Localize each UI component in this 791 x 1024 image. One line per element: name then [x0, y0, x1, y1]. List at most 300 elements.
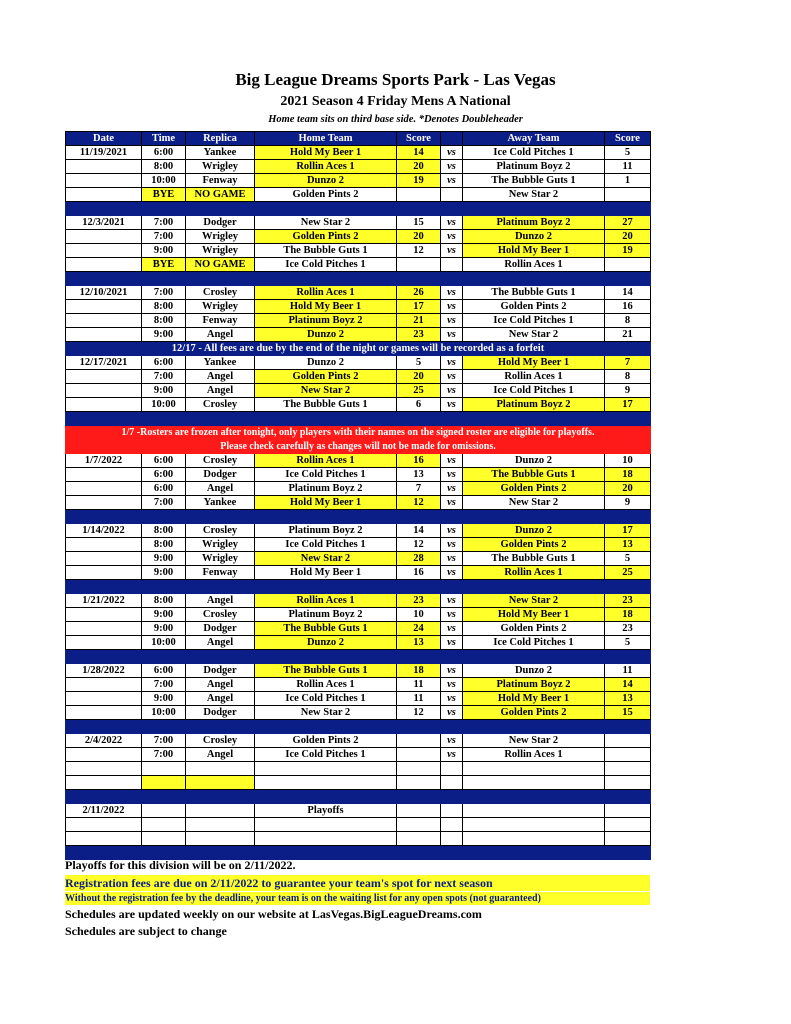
replica-cell: Dodger: [186, 706, 255, 720]
table-row: [66, 734, 651, 748]
time-cell: 7:00: [142, 748, 186, 762]
away-team-cell: Golden Pints 2: [463, 300, 605, 314]
away-team-cell: Golden Pints 2: [463, 482, 605, 496]
home-score-cell: [397, 818, 441, 832]
home-score-cell: 11: [397, 692, 441, 706]
time-cell: 10:00: [142, 174, 186, 188]
away-score-cell: 18: [605, 608, 651, 622]
home-team-cell: The Bubble Guts 1: [255, 622, 397, 636]
away-score-cell: 8: [605, 314, 651, 328]
away-score-cell: 9: [605, 384, 651, 398]
home-score-cell: 12: [397, 706, 441, 720]
time-cell: 7:00: [142, 496, 186, 510]
time-cell: 7:00: [142, 734, 186, 748]
home-team-cell: New Star 2: [255, 706, 397, 720]
vs-cell: vs: [441, 706, 463, 720]
separator-cell: [66, 412, 651, 426]
replica-cell: [186, 818, 255, 832]
separator-cell: [66, 272, 651, 286]
date-cell: [66, 776, 142, 790]
replica-cell: Crosley: [186, 524, 255, 538]
away-team-cell: Platinum Boyz 2: [463, 678, 605, 692]
replica-cell: Angel: [186, 748, 255, 762]
table-row: [66, 454, 651, 468]
table-row: [66, 174, 651, 188]
time-cell: 7:00: [142, 216, 186, 230]
home-team-cell: Ice Cold Pitches 1: [255, 692, 397, 706]
notice-banner: [66, 342, 651, 356]
home-score-cell: 24: [397, 622, 441, 636]
page-title: Big League Dreams Sports Park - Las Vegas: [235, 70, 556, 89]
vs-cell: vs: [441, 678, 463, 692]
away-score-cell: 14: [605, 286, 651, 300]
date-cell: [66, 370, 142, 384]
home-team-cell: Rollin Aces 1: [255, 594, 397, 608]
away-team-cell: New Star 2: [463, 594, 605, 608]
away-team-cell: [463, 776, 605, 790]
vs-cell: vs: [441, 398, 463, 412]
away-score-cell: 17: [605, 524, 651, 538]
time-cell: 6:00: [142, 146, 186, 160]
away-score-cell: 13: [605, 538, 651, 552]
replica-cell: Crosley: [186, 286, 255, 300]
vs-cell: vs: [441, 146, 463, 160]
home-score-cell: 12: [397, 496, 441, 510]
home-score-cell: [397, 762, 441, 776]
date-cell: 1/28/2022: [66, 664, 142, 678]
home-score-cell: 12: [397, 538, 441, 552]
away-score-cell: [605, 762, 651, 776]
date-cell: [66, 314, 142, 328]
replica-cell: NO GAME: [186, 188, 255, 202]
away-team-cell: New Star 2: [463, 188, 605, 202]
vs-cell: vs: [441, 356, 463, 370]
away-team-cell: Platinum Boyz 2: [463, 216, 605, 230]
time-cell: 6:00: [142, 468, 186, 482]
away-team-cell: New Star 2: [463, 734, 605, 748]
home-team-cell: Platinum Boyz 2: [255, 482, 397, 496]
date-cell: [66, 552, 142, 566]
date-cell: 12/3/2021: [66, 216, 142, 230]
away-team-cell: Ice Cold Pitches 1: [463, 384, 605, 398]
home-team-cell: Rollin Aces 1: [255, 286, 397, 300]
away-team-cell: Golden Pints 2: [463, 706, 605, 720]
home-score-cell: 23: [397, 328, 441, 342]
replica-cell: Angel: [186, 328, 255, 342]
date-cell: 2/4/2022: [66, 734, 142, 748]
table-row: [66, 286, 651, 300]
away-team-cell: The Bubble Guts 1: [463, 174, 605, 188]
time-cell: 10:00: [142, 706, 186, 720]
home-score-cell: 18: [397, 664, 441, 678]
home-team-note: Home team sits on third base side. *Denotes Doubleheader: [268, 114, 523, 125]
vs-cell: vs: [441, 636, 463, 650]
replica-cell: Fenway: [186, 314, 255, 328]
time-cell: [142, 762, 186, 776]
away-team-cell: Ice Cold Pitches 1: [463, 636, 605, 650]
home-score-cell: 16: [397, 454, 441, 468]
away-score-cell: 27: [605, 216, 651, 230]
vs-cell: vs: [441, 594, 463, 608]
time-cell: [142, 776, 186, 790]
away-team-cell: New Star 2: [463, 496, 605, 510]
separator-cell: [66, 650, 651, 664]
vs-cell: vs: [441, 692, 463, 706]
home-score-cell: 20: [397, 230, 441, 244]
col-vs: [441, 132, 463, 146]
home-score-cell: 14: [397, 146, 441, 160]
schedule-table: [65, 131, 651, 860]
table-row: [66, 748, 651, 762]
home-score-cell: 13: [397, 468, 441, 482]
waiting-list-note: Without the registration fee by the deadline, your team is on the waiting list for any open spots (not guaranteed): [65, 892, 650, 905]
time-cell: 8:00: [142, 538, 186, 552]
table-row: [66, 552, 651, 566]
time-cell: 9:00: [142, 622, 186, 636]
replica-cell: Crosley: [186, 398, 255, 412]
date-cell: [66, 188, 142, 202]
home-team-cell: Ice Cold Pitches 1: [255, 748, 397, 762]
home-score-cell: 16: [397, 566, 441, 580]
table-row: [66, 370, 651, 384]
home-team-cell: Playoffs: [255, 804, 397, 818]
home-team-cell: New Star 2: [255, 216, 397, 230]
away-team-cell: Dunzo 2: [463, 664, 605, 678]
vs-cell: vs: [441, 216, 463, 230]
home-score-cell: 11: [397, 678, 441, 692]
date-cell: [66, 482, 142, 496]
replica-cell: Wrigley: [186, 538, 255, 552]
time-cell: 9:00: [142, 328, 186, 342]
season-subtitle: 2021 Season 4 Friday Mens A National: [280, 94, 511, 109]
date-cell: [66, 608, 142, 622]
time-cell: 8:00: [142, 524, 186, 538]
time-cell: 7:00: [142, 370, 186, 384]
away-team-cell: Ice Cold Pitches 1: [463, 314, 605, 328]
away-score-cell: 8: [605, 370, 651, 384]
home-team-cell: Golden Pints 2: [255, 734, 397, 748]
schedule-body: [66, 146, 651, 860]
away-score-cell: 23: [605, 594, 651, 608]
date-cell: [66, 468, 142, 482]
home-team-cell: New Star 2: [255, 384, 397, 398]
table-row: [66, 524, 651, 538]
date-cell: [66, 328, 142, 342]
away-score-cell: 15: [605, 706, 651, 720]
separator-cell: [66, 510, 651, 524]
home-score-cell: [397, 832, 441, 846]
home-team-cell: Dunzo 2: [255, 356, 397, 370]
date-cell: [66, 566, 142, 580]
replica-cell: Crosley: [186, 734, 255, 748]
time-cell: [142, 804, 186, 818]
home-team-cell: [255, 776, 397, 790]
date-cell: [66, 818, 142, 832]
vs-cell: vs: [441, 230, 463, 244]
time-cell: 9:00: [142, 244, 186, 258]
date-cell: [66, 622, 142, 636]
home-team-cell: Hold My Beer 1: [255, 300, 397, 314]
vs-cell: vs: [441, 328, 463, 342]
notice-text: Please check carefully as changes will not be made for omissions.: [66, 440, 651, 454]
replica-cell: Dodger: [186, 664, 255, 678]
registration-note: Registration fees are due on 2/11/2022 to guarantee your team's spot for next season: [65, 875, 650, 891]
vs-cell: [441, 188, 463, 202]
away-team-cell: The Bubble Guts 1: [463, 286, 605, 300]
away-score-cell: 5: [605, 552, 651, 566]
away-score-cell: 23: [605, 622, 651, 636]
separator-cell: [66, 580, 651, 594]
time-cell: 9:00: [142, 608, 186, 622]
away-score-cell: 20: [605, 230, 651, 244]
time-cell: 7:00: [142, 230, 186, 244]
vs-cell: vs: [441, 370, 463, 384]
vs-cell: vs: [441, 174, 463, 188]
time-cell: 8:00: [142, 160, 186, 174]
replica-cell: Dodger: [186, 468, 255, 482]
home-team-cell: Hold My Beer 1: [255, 566, 397, 580]
away-score-cell: 25: [605, 566, 651, 580]
table-row: [66, 188, 651, 202]
home-score-cell: [397, 776, 441, 790]
home-score-cell: 7: [397, 482, 441, 496]
away-score-cell: 10: [605, 454, 651, 468]
away-score-cell: 17: [605, 398, 651, 412]
home-score-cell: 20: [397, 160, 441, 174]
vs-cell: vs: [441, 664, 463, 678]
replica-cell: Angel: [186, 594, 255, 608]
vs-cell: vs: [441, 244, 463, 258]
replica-cell: Angel: [186, 370, 255, 384]
notice-banner: [66, 440, 651, 454]
notice-text: 12/17 - All fees are due by the end of the night or games will be recorded as a forfeit: [66, 342, 651, 356]
time-cell: 9:00: [142, 692, 186, 706]
away-score-cell: [605, 804, 651, 818]
away-score-cell: [605, 258, 651, 272]
home-score-cell: 21: [397, 314, 441, 328]
away-team-cell: Dunzo 2: [463, 524, 605, 538]
home-team-cell: Rollin Aces 1: [255, 454, 397, 468]
vs-cell: vs: [441, 314, 463, 328]
table-row: [66, 566, 651, 580]
notice-banner: [66, 426, 651, 440]
away-score-cell: 16: [605, 300, 651, 314]
vs-cell: vs: [441, 482, 463, 496]
replica-cell: Wrigley: [186, 244, 255, 258]
date-cell: [66, 678, 142, 692]
home-team-cell: The Bubble Guts 1: [255, 244, 397, 258]
replica-cell: [186, 776, 255, 790]
time-cell: 8:00: [142, 300, 186, 314]
replica-cell: Angel: [186, 692, 255, 706]
away-team-cell: [463, 762, 605, 776]
away-team-cell: Hold My Beer 1: [463, 692, 605, 706]
vs-cell: [441, 762, 463, 776]
replica-cell: Fenway: [186, 174, 255, 188]
away-team-cell: [463, 818, 605, 832]
home-score-cell: 13: [397, 636, 441, 650]
subject-note: Schedules are subject to change: [65, 924, 227, 938]
separator-cell: [66, 202, 651, 216]
vs-cell: [441, 776, 463, 790]
home-team-cell: Platinum Boyz 2: [255, 524, 397, 538]
time-cell: 8:00: [142, 594, 186, 608]
home-team-cell: The Bubble Guts 1: [255, 664, 397, 678]
date-cell: [66, 244, 142, 258]
away-team-cell: Platinum Boyz 2: [463, 398, 605, 412]
col-time: Time: [142, 132, 186, 146]
table-row: [66, 776, 651, 790]
home-score-cell: 25: [397, 384, 441, 398]
home-score-cell: 19: [397, 174, 441, 188]
home-score-cell: 12: [397, 244, 441, 258]
col-home-score: Score: [397, 132, 441, 146]
away-team-cell: Dunzo 2: [463, 230, 605, 244]
table-row: [66, 356, 651, 370]
home-score-cell: 26: [397, 286, 441, 300]
home-team-cell: Ice Cold Pitches 1: [255, 258, 397, 272]
home-score-cell: 6: [397, 398, 441, 412]
time-cell: 9:00: [142, 566, 186, 580]
table-row: [66, 300, 651, 314]
replica-cell: [186, 804, 255, 818]
replica-cell: Angel: [186, 384, 255, 398]
date-cell: [66, 762, 142, 776]
vs-cell: vs: [441, 454, 463, 468]
replica-cell: Yankee: [186, 496, 255, 510]
time-cell: [142, 832, 186, 846]
vs-cell: vs: [441, 160, 463, 174]
home-team-cell: Golden Pints 2: [255, 370, 397, 384]
home-team-cell: [255, 762, 397, 776]
away-score-cell: 19: [605, 244, 651, 258]
time-cell: 10:00: [142, 636, 186, 650]
date-cell: [66, 832, 142, 846]
home-team-cell: The Bubble Guts 1: [255, 398, 397, 412]
col-home-team: Home Team: [255, 132, 397, 146]
time-cell: BYE: [142, 188, 186, 202]
vs-cell: vs: [441, 286, 463, 300]
date-cell: 1/14/2022: [66, 524, 142, 538]
away-score-cell: [605, 734, 651, 748]
playoffs-note: Playoffs for this division will be on 2/11/2022.: [65, 858, 296, 872]
vs-cell: vs: [441, 608, 463, 622]
date-cell: 12/17/2021: [66, 356, 142, 370]
away-team-cell: Platinum Boyz 2: [463, 160, 605, 174]
away-team-cell: Ice Cold Pitches 1: [463, 146, 605, 160]
date-cell: 1/21/2022: [66, 594, 142, 608]
away-team-cell: The Bubble Guts 1: [463, 468, 605, 482]
home-score-cell: [397, 734, 441, 748]
away-score-cell: [605, 776, 651, 790]
home-score-cell: 15: [397, 216, 441, 230]
home-team-cell: Hold My Beer 1: [255, 496, 397, 510]
replica-cell: [186, 832, 255, 846]
table-row: [66, 762, 651, 776]
away-team-cell: Rollin Aces 1: [463, 748, 605, 762]
home-score-cell: 20: [397, 370, 441, 384]
home-score-cell: 28: [397, 552, 441, 566]
home-score-cell: 17: [397, 300, 441, 314]
col-replica: Replica: [186, 132, 255, 146]
replica-cell: Wrigley: [186, 552, 255, 566]
away-team-cell: New Star 2: [463, 328, 605, 342]
time-cell: 7:00: [142, 286, 186, 300]
table-row: [66, 818, 651, 832]
table-row: [66, 314, 651, 328]
table-row: [66, 832, 651, 846]
replica-cell: Wrigley: [186, 160, 255, 174]
home-team-cell: Golden Pints 2: [255, 188, 397, 202]
replica-cell: Angel: [186, 678, 255, 692]
vs-cell: [441, 804, 463, 818]
table-row: [66, 468, 651, 482]
home-team-cell: [255, 832, 397, 846]
away-team-cell: Rollin Aces 1: [463, 370, 605, 384]
vs-cell: vs: [441, 552, 463, 566]
home-team-cell: Dunzo 2: [255, 174, 397, 188]
time-cell: 9:00: [142, 552, 186, 566]
home-score-cell: [397, 804, 441, 818]
table-row: [66, 636, 651, 650]
table-row: [66, 258, 651, 272]
time-cell: 6:00: [142, 356, 186, 370]
col-date: Date: [66, 132, 142, 146]
time-cell: 7:00: [142, 678, 186, 692]
away-score-cell: [605, 748, 651, 762]
date-cell: [66, 636, 142, 650]
away-score-cell: 14: [605, 678, 651, 692]
replica-cell: Angel: [186, 482, 255, 496]
week-separator: [66, 790, 651, 804]
home-team-cell: Golden Pints 2: [255, 230, 397, 244]
table-row: [66, 804, 651, 818]
table-row: [66, 496, 651, 510]
date-cell: [66, 384, 142, 398]
table-row: [66, 482, 651, 496]
away-team-cell: Hold My Beer 1: [463, 356, 605, 370]
replica-cell: Dodger: [186, 216, 255, 230]
home-score-cell: [397, 188, 441, 202]
header-row: [66, 132, 651, 146]
table-row: [66, 706, 651, 720]
date-cell: [66, 748, 142, 762]
vs-cell: [441, 258, 463, 272]
week-separator: [66, 272, 651, 286]
table-row: [66, 146, 651, 160]
away-team-cell: Golden Pints 2: [463, 622, 605, 636]
vs-cell: vs: [441, 538, 463, 552]
home-team-cell: Ice Cold Pitches 1: [255, 468, 397, 482]
away-team-cell: [463, 804, 605, 818]
away-score-cell: 11: [605, 160, 651, 174]
away-team-cell: [463, 832, 605, 846]
away-score-cell: 21: [605, 328, 651, 342]
away-score-cell: [605, 188, 651, 202]
vs-cell: vs: [441, 748, 463, 762]
away-score-cell: [605, 818, 651, 832]
away-team-cell: Golden Pints 2: [463, 538, 605, 552]
replica-cell: Fenway: [186, 566, 255, 580]
date-cell: [66, 174, 142, 188]
date-cell: 2/11/2022: [66, 804, 142, 818]
home-team-cell: New Star 2: [255, 552, 397, 566]
time-cell: 10:00: [142, 398, 186, 412]
table-row: [66, 608, 651, 622]
table-row: [66, 384, 651, 398]
home-team-cell: Rollin Aces 1: [255, 678, 397, 692]
table-row: [66, 230, 651, 244]
